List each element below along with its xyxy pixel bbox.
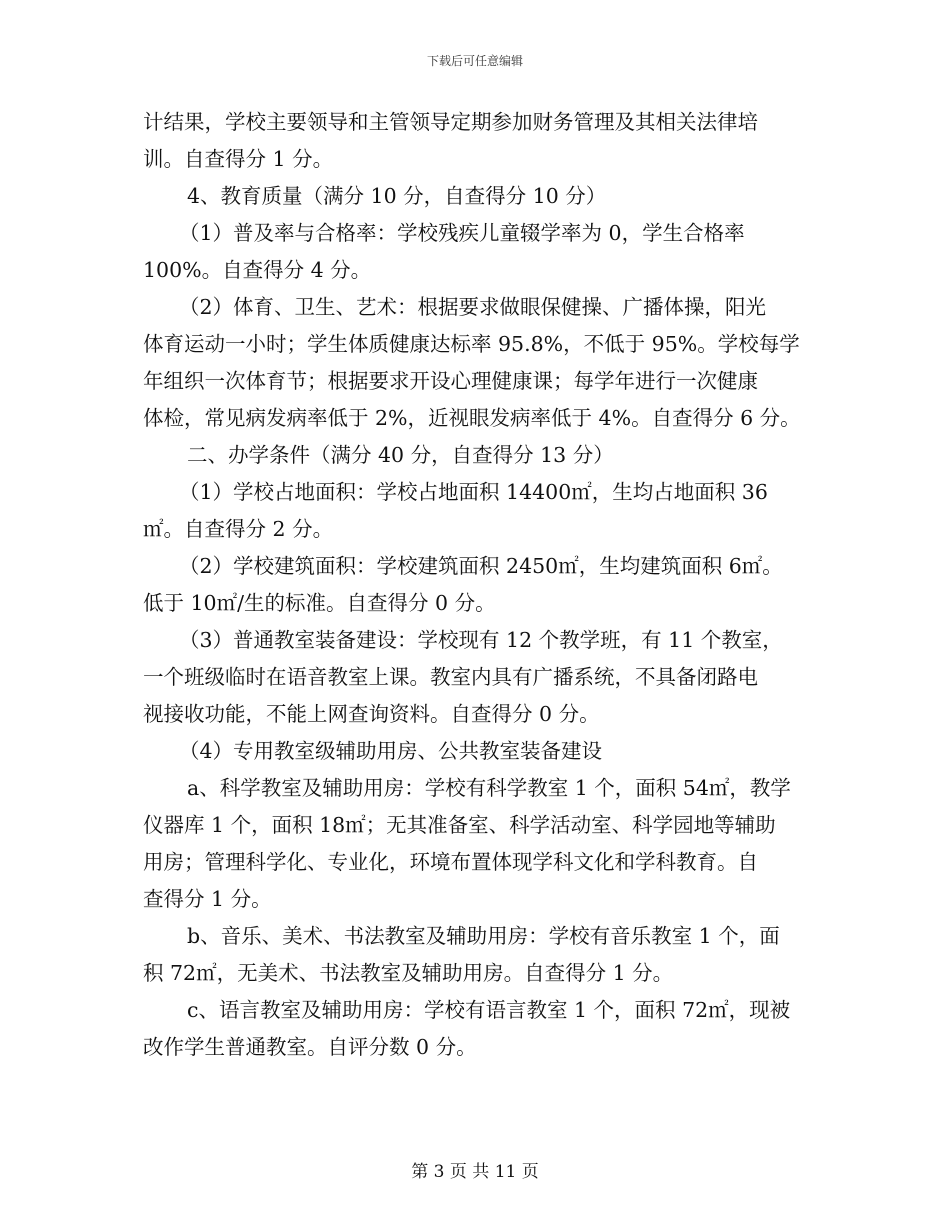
text-line: 二、办学条件（满分 40 分，自查得分 13 分） [187, 443, 614, 467]
text-line: 积 72㎡，无美术、书法教室及辅助用房。自查得分 1 分。 [143, 961, 674, 985]
text-line: 视接收功能，不能上网查询资料。自查得分 0 分。 [143, 702, 600, 726]
text-line: 年组织一次体育节；根据要求开设心理健康课；每学年进行一次健康 [143, 369, 758, 393]
text-line: （3）普通教室装备建设：学校现有 12 个教学班，有 11 个教室， [179, 628, 783, 652]
text-line: a、科学教室及辅助用房：学校有科学教室 1 个，面积 54㎡，教学 [187, 776, 791, 800]
text-line: 改作学生普通教室。自评分数 0 分。 [143, 1035, 477, 1059]
text-line: （1）学校占地面积：学校占地面积 14400㎡，生均占地面积 36 [179, 480, 768, 504]
text-line: 体育运动一小时；学生体质健康达标率 95.8%，不低于 95%。学校每学 [143, 332, 800, 356]
text-line: 查得分 1 分。 [143, 887, 272, 911]
page-number: 第 3 页 共 11 页 [411, 1162, 539, 1182]
text-line: 仪器库 1 个，面积 18㎡；无其准备室、科学活动室、科学园地等辅助 [143, 813, 776, 837]
text-line: 低于 10㎡/生的标准。自查得分 0 分。 [143, 591, 496, 615]
text-line: 4、教育质量（满分 10 分，自查得分 10 分） [187, 184, 607, 208]
text-line: （4）专用教室级辅助用房、公共教室装备建设 [179, 739, 603, 763]
text-line: （2）体育、卫生、艺术：根据要求做眼保健操、广播体操，阳光 [179, 295, 767, 319]
text-line: b、音乐、美术、书法教室及辅助用房：学校有音乐教室 1 个，面 [187, 924, 780, 948]
text-line: 训。自查得分 1 分。 [143, 147, 334, 171]
text-line: （2）学校建筑面积：学校建筑面积 2450㎡，生均建筑面积 6㎡。 [179, 554, 783, 578]
document-body [143, 104, 813, 1066]
text-line: 一个班级临时在语音教室上课。教室内具有广播系统，不具备闭路电 [143, 665, 758, 689]
text-line: 体检，常见病发病率低于 2%，近视眼发病率低于 4%。自查得分 6 分。 [143, 406, 801, 430]
text-line: （1）普及率与合格率：学校残疾儿童辍学率为 0，学生合格率 [179, 221, 745, 245]
text-line: 计结果，学校主要领导和主管领导定期参加财务管理及其相关法律培 [143, 110, 758, 134]
text-line: 用房；管理科学化、专业化，环境布置体现学科文化和学科教育。自 [143, 850, 758, 874]
text-line: c、语言教室及辅助用房：学校有语言教室 1 个，面积 72㎡，现被 [187, 998, 791, 1022]
text-line: ㎡。自查得分 2 分。 [143, 517, 334, 541]
page-header: 下载后可任意编辑 [426, 54, 523, 68]
text-line: 100%。自查得分 4 分。 [143, 258, 372, 282]
